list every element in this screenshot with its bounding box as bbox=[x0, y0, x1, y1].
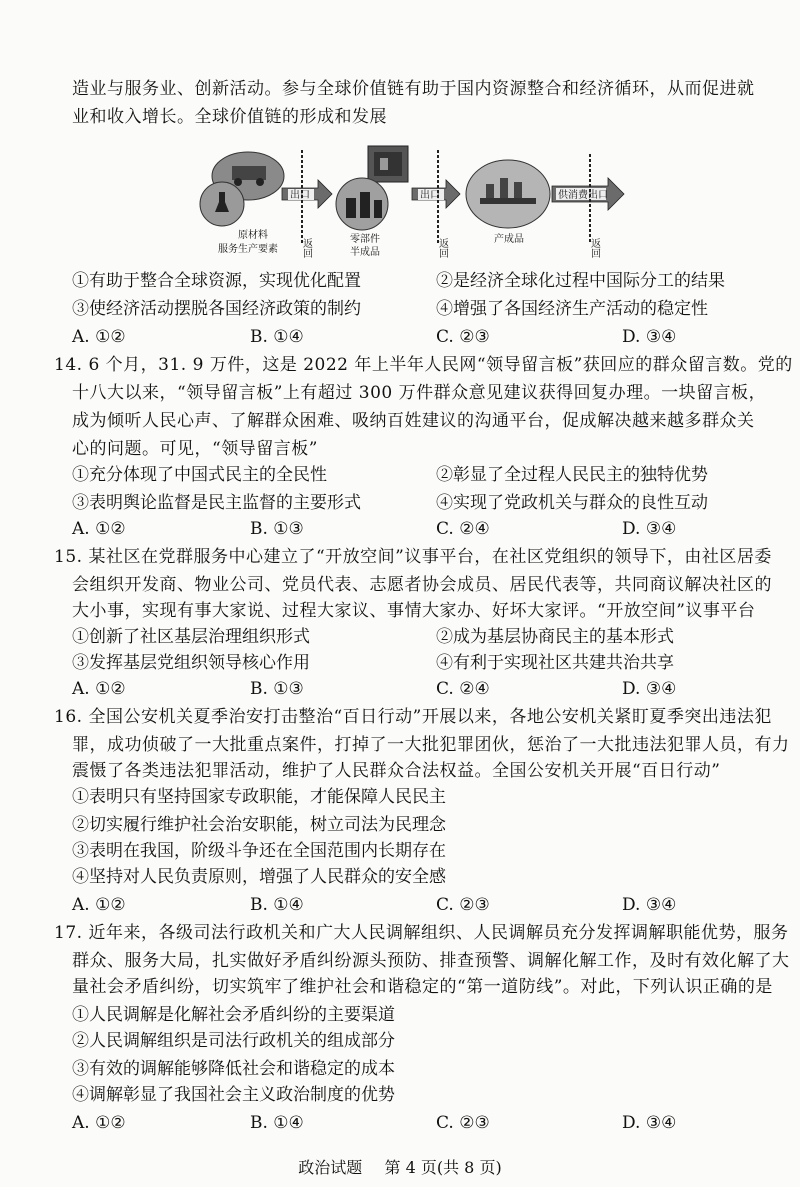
statement-2: ②人民调解组织是司法行政机关的组成部分 bbox=[72, 1031, 395, 1051]
return-3-label: 返回 bbox=[588, 238, 600, 258]
q17-stem-line: 17. 近年来，各级司法行政机关和广大人民调解组织、人民调解员充分发挥调解职能优势，服务 bbox=[54, 923, 789, 943]
statement-1: ①表明只有坚持国家专政职能，才能保障人民民主 bbox=[72, 787, 446, 807]
stage2-label-b: 半成品 bbox=[350, 247, 380, 258]
choice-b[interactable]: B. ①④ bbox=[250, 1113, 304, 1133]
q14-stem-line: 成为倾听人民心声、了解群众困难、吸纳百姓建议的沟通平台，促成解决越来越多群众关 bbox=[72, 411, 755, 431]
choice-a[interactable]: A. ①② bbox=[72, 895, 126, 915]
choice-b[interactable]: B. ①③ bbox=[250, 519, 304, 539]
choice-c[interactable]: C. ②④ bbox=[436, 519, 490, 539]
choice-b[interactable]: B. ①④ bbox=[250, 327, 304, 347]
choice-a[interactable]: A. ①② bbox=[72, 1113, 126, 1133]
choice-b[interactable]: B. ①③ bbox=[250, 679, 304, 699]
choice-c[interactable]: C. ②③ bbox=[436, 327, 490, 347]
statement-1: ①有助于整合全球资源，实现优化配置 bbox=[72, 271, 361, 291]
q14-stem-line: 心的问题。可见，“领导留言板” bbox=[72, 439, 318, 459]
footer-page-number: 第 4 页(共 8 页) bbox=[384, 1158, 502, 1177]
choice-d[interactable]: D. ③④ bbox=[622, 1113, 677, 1133]
statement-3: ③有效的调解能够降低社会和谐稳定的成本 bbox=[72, 1059, 395, 1079]
choice-d[interactable]: D. ③④ bbox=[622, 519, 677, 539]
statement-2: ②彰显了全过程人民民主的独特优势 bbox=[436, 465, 708, 485]
exit-1-label: 出口 bbox=[290, 190, 310, 201]
raw-material-stage bbox=[200, 152, 284, 255]
page-footer bbox=[0, 1155, 800, 1178]
statement-3: ③使经济活动摆脱各国经济政策的制约 bbox=[72, 299, 361, 319]
stage1-label-a: 原材料 bbox=[238, 230, 268, 241]
statement-1: ①人民调解是化解社会矛盾纠纷的主要渠道 bbox=[72, 1005, 395, 1025]
statement-4: ④有利于实现社区共建共治共享 bbox=[436, 653, 674, 673]
finished-product-stage bbox=[466, 160, 550, 245]
statement-2: ②成为基层协商民主的基本形式 bbox=[436, 627, 674, 647]
value-chain-diagram bbox=[190, 140, 630, 262]
statement-4: ④调解彰显了我国社会主义政治制度的优势 bbox=[72, 1085, 395, 1105]
choice-d[interactable]: D. ③④ bbox=[622, 327, 677, 347]
component-stage bbox=[336, 146, 408, 258]
q16-stem-line: 16. 全国公安机关夏季治安打击整治“百日行动”开展以来，各地公安机关紧盯夏季突出违法犯 bbox=[54, 707, 772, 727]
choice-a[interactable]: A. ①② bbox=[72, 327, 126, 347]
statement-2: ②切实履行维护社会治安职能，树立司法为民理念 bbox=[72, 815, 446, 835]
footer-subject: 政治试题 bbox=[298, 1158, 363, 1177]
q17-stem-line: 量社会矛盾纠纷，切实筑牢了维护社会和谐稳定的“第一道防线”。对此，下列认识正确的是 bbox=[72, 977, 773, 997]
stage1-label-b: 服务生产要素 bbox=[218, 244, 278, 255]
statement-4: ④增强了各国经济生产活动的稳定性 bbox=[436, 299, 708, 319]
exit-2-label: 出口 bbox=[420, 190, 440, 201]
choice-c[interactable]: C. ②③ bbox=[436, 1113, 490, 1133]
stage2-label-a: 零部件 bbox=[350, 234, 380, 245]
statement-2: ②是经济全球化过程中国际分工的结果 bbox=[436, 271, 725, 291]
choice-a[interactable]: A. ①② bbox=[72, 679, 126, 699]
return-1-label: 返回 bbox=[300, 238, 312, 258]
exit-arrow-1 bbox=[282, 150, 332, 258]
q17-stem-line: 群众、服务大局，扎实做好矛盾纠纷源头预防、排查预警、调解化解工作，及时有效化解了大 bbox=[72, 951, 790, 971]
choice-c[interactable]: C. ②④ bbox=[436, 679, 490, 699]
q14-stem-line: 十八大以来，“领导留言板”上有超过 300 万件群众意见建议获得回复办理。一块留言板， bbox=[72, 383, 767, 403]
q16-stem-line: 震慑了各类违法犯罪活动，维护了人民群众合法权益。全国公安机关开展“百日行动” bbox=[72, 761, 721, 781]
choice-c[interactable]: C. ②③ bbox=[436, 895, 490, 915]
q15-stem-line: 15. 某社区在党群服务中心建立了“开放空间”议事平台，在社区党组织的领导下，由社区居委 bbox=[54, 547, 772, 567]
choice-a[interactable]: A. ①② bbox=[72, 519, 126, 539]
q16-stem-line: 罪，成功侦破了一大批重点案件，打掉了一大批犯罪团伙，惩治了一大批违法犯罪人员，有力 bbox=[72, 735, 790, 755]
statement-3: ③表明舆论监督是民主监督的主要形式 bbox=[72, 493, 361, 513]
statement-1: ①创新了社区基层治理组织形式 bbox=[72, 627, 310, 647]
exit-arrow-3 bbox=[552, 154, 624, 258]
statement-4: ④坚持对人民负责原则，增强了人民群众的安全感 bbox=[72, 867, 446, 887]
q15-stem-line: 大小事，实现有事大家说、过程大家议、事情大家办、好坏大家评。“开放空间”议事平台 bbox=[72, 601, 756, 621]
exit-3-label: 供消费出口 bbox=[558, 190, 608, 201]
statement-1: ①充分体现了中国式民主的全民性 bbox=[72, 465, 327, 485]
statement-4: ④实现了党政机关与群众的良性互动 bbox=[436, 493, 708, 513]
q14-stem-line: 14. 6 个月，31. 9 万件，这是 2022 年上半年人民网“领导留言板”获回应的群众留言数。党的 bbox=[54, 355, 793, 375]
q13-stem-line: 业和收入增长。全球价值链的形成和发展 bbox=[72, 107, 387, 127]
exit-arrow-2 bbox=[412, 150, 460, 258]
q15-stem-line: 会组织开发商、物业公司、党员代表、志愿者协会成员、居民代表等，共同商议解决社区的 bbox=[72, 575, 772, 595]
choice-b[interactable]: B. ①④ bbox=[250, 895, 304, 915]
q13-stem-line: 造业与服务业、创新活动。参与全球价值链有助于国内资源整合和经济循环，从而促进就 bbox=[72, 79, 755, 99]
choice-d[interactable]: D. ③④ bbox=[622, 679, 677, 699]
statement-3: ③表明在我国，阶级斗争还在全国范围内长期存在 bbox=[72, 841, 446, 861]
return-2-label: 返回 bbox=[436, 238, 448, 258]
statement-3: ③发挥基层党组织领导核心作用 bbox=[72, 653, 310, 673]
choice-d[interactable]: D. ③④ bbox=[622, 895, 677, 915]
stage3-label: 产成品 bbox=[494, 234, 524, 245]
